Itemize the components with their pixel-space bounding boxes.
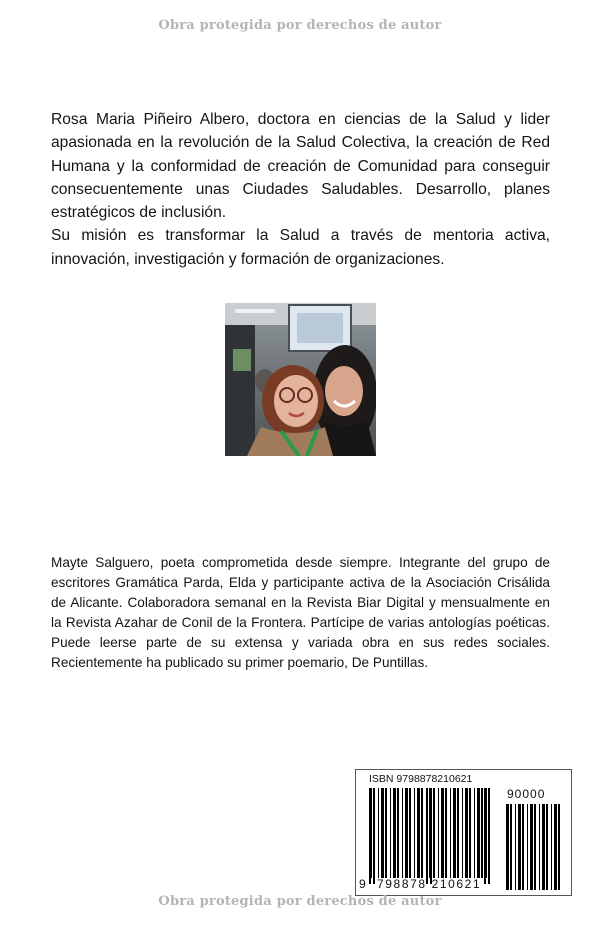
isbn-label: ISBN 9798878210621	[369, 773, 473, 785]
bio-mayte-paragraph: Mayte Salguero, poeta comprometida desde siempre. Integrante del grupo de escritores Gramática Parda, Elda y participante activa de la Asociación Crisálida de Alicante. Colaboradora semanal en la Revista Biar Digital y mensualmente en la Revista Azahar de Conil de la Frontera. Partícipe de varias antologías poéticas. Puede leerse parte de su extensa y variada obra en sus redes sociales. Recientemente ha publicado su primer poemario, De Puntillas.	[51, 555, 550, 670]
photo-two-women-selfie-icon	[225, 303, 376, 456]
copyright-watermark-top: Obra protegida por derechos de autor	[158, 18, 442, 33]
barcode-digits: 798878 210621	[377, 877, 482, 891]
bio-rosa-paragraph-1: Rosa Maria Piñeiro Albero, doctora en ciencias de la Salud y lider apasionada en la revolución de la Salud Colectiva, la creación de Red Humana y la conformidad de creación de Comunidad para conseguir consecuentemente unas Ciudades Saludables. Desarrollo, planes estratégicos de inclusión.	[51, 111, 550, 222]
author-bio-mayte	[51, 553, 550, 673]
isbn-addon-digits: 90000	[507, 787, 546, 801]
author-photo	[225, 303, 376, 456]
bio-rosa-paragraph-2: Su misión es transformar la Salud a través de mentoria activa, innovación, investigación y formación de organizaciones.	[51, 227, 550, 268]
barcode-lead-digit: 9	[359, 877, 366, 891]
isbn-barcode	[355, 769, 572, 896]
copyright-watermark-bottom: Obra protegida por derechos de autor	[158, 894, 442, 909]
author-bio-rosa	[51, 108, 550, 271]
